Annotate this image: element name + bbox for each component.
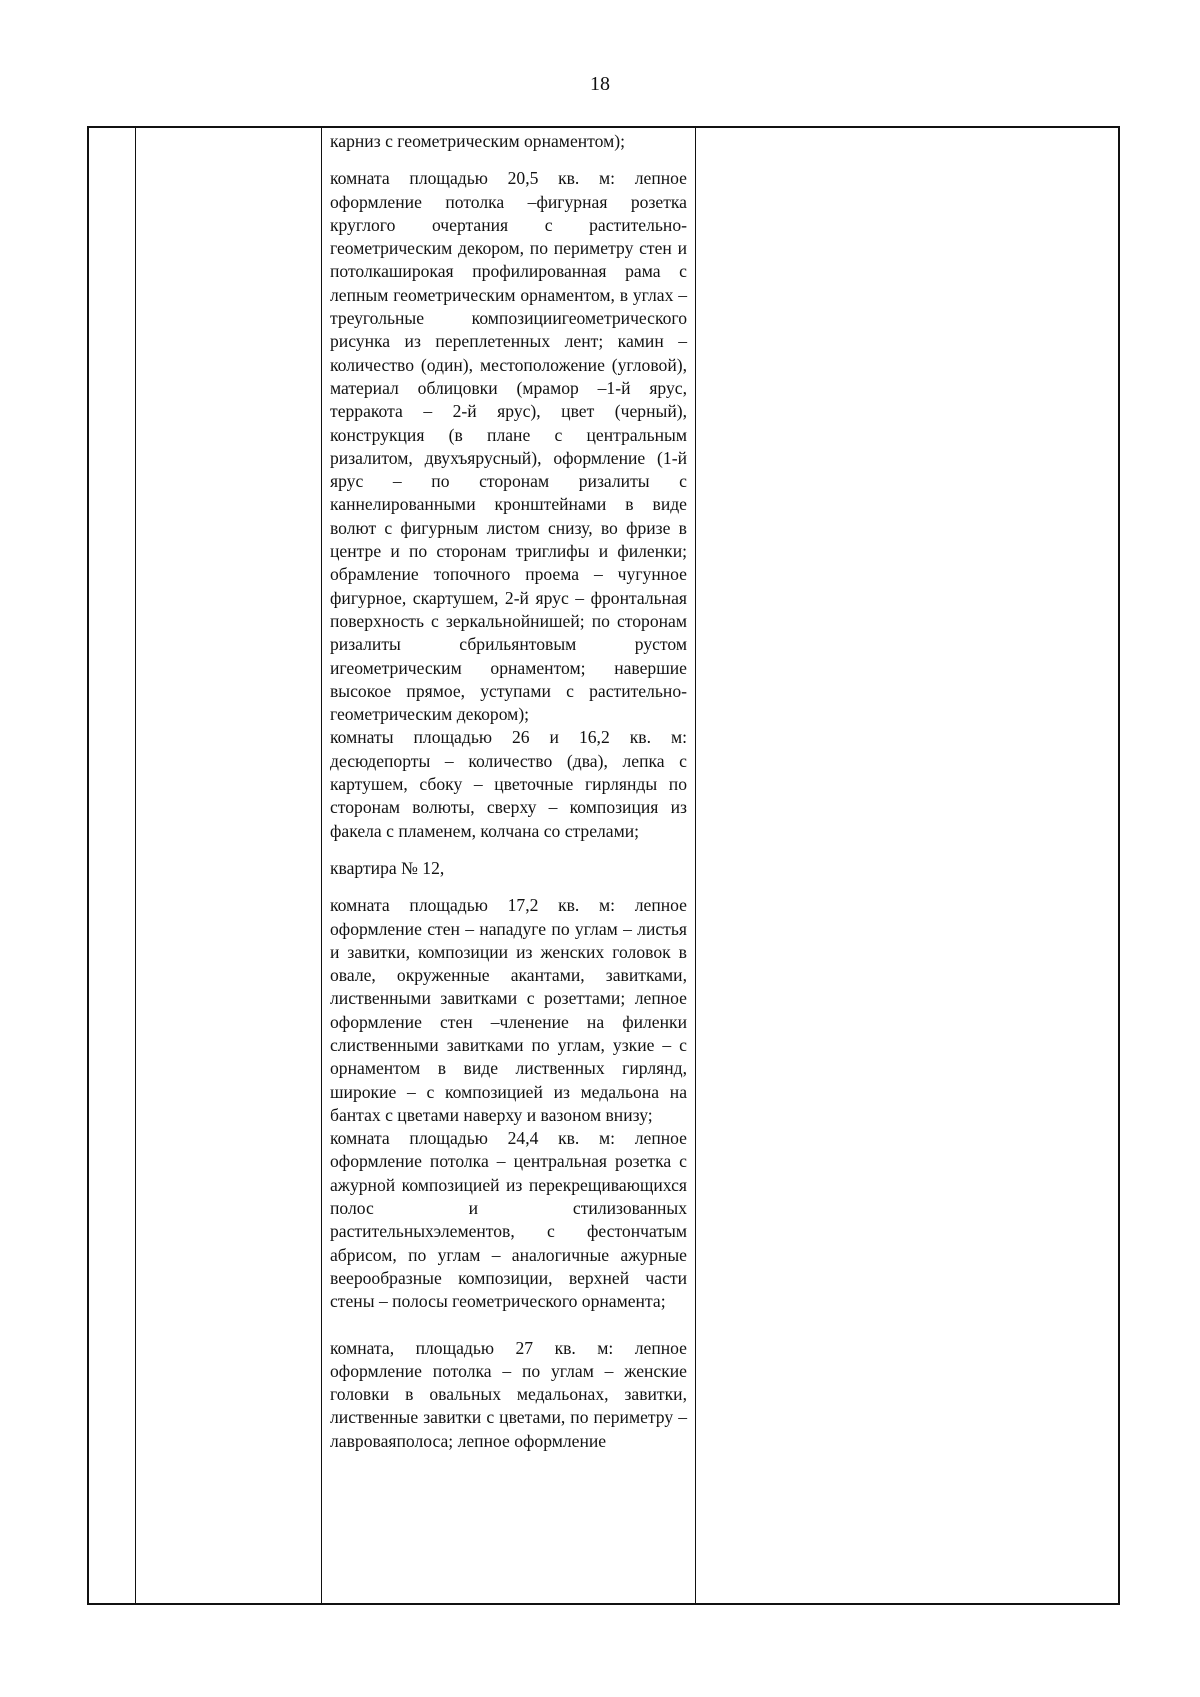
paragraph: комнаты площадью 26 и 16,2 кв. м: десюдепорты – количество (два), лепка с картушем, сбоку – цветочные гирлянды по сторонам волюты, сверху – композиция из факела с пламенем, колчана со стрелами;	[330, 727, 687, 841]
page-number: 18	[590, 73, 610, 95]
column-divider	[135, 128, 136, 1603]
description-column	[330, 128, 687, 1453]
paragraph: карниз с геометрическим орнаментом);	[330, 131, 625, 151]
paragraph: квартира № 12,	[330, 857, 445, 878]
paragraph: комната площадью 17,2 кв. м: лепное оформление стен – нападуге по углам – листья и завитки, композиции из женских головок в овале, окруженные акантами, завитками, лиственными завитками с розеттами; лепное оформление стен –членение на филенки слиственными завитками по углам, узкие – с орнаментом в виде лиственных гирлянд, широкие – с композицией из медальона на бантах с цветами наверху и вазоном внизу;	[330, 895, 687, 1125]
paragraph: комната, площадью 27 кв. м: лепное оформление потолка – по углам – женские головки в овальных медальонах, завитки, лиственные завитки с цветами, по периметру – лавроваяполоса; лепное оформление	[330, 1337, 687, 1451]
column-divider	[321, 128, 322, 1603]
document-table	[87, 126, 1120, 1605]
column-divider	[695, 128, 696, 1603]
paragraph: комната площадью 20,5 кв. м: лепное оформление потолка –фигурная розетка круглого очертания с растительно-геометрическим декором, по периметру стен и потолкаширокая профилированная рама с лепным геометрическим орнаментом, в углах – треугольные композициигеометрического рисунка из переплетенных лент; камин – количество (один), местоположение (угловой), материал облицовки (мрамор –1-й ярус, терракота – 2-й ярус), цвет (черный), конструкция (в плане с центральным ризалитом, двухъярусный), оформление (1-й ярус – по сторонам ризалиты с каннелированными кронштейнами в виде волют с фигурным листом снизу, во фризе в центре и по сторонам триглифы и филенки; обрамление топочного проема – чугунное фигурное, скартушем, 2-й ярус – фронтальная поверхность с зеркальнойнишей; по сторонам ризалиты сбрильянтовым рустом игеометрическим орнаментом; навершие высокое прямое, уступами с растительно-геометрическим декором);	[330, 168, 687, 725]
paragraph: комната площадью 24,4 кв. м: лепное оформление потолка – центральная розетка с ажурной композицией из перекрещивающихся полос и стилизованных растительныхэлементов, с фестончатым абрисом, по углам – аналогичные ажурные веерообразные композиции, верхней части стены – полосы геометрического орнамента;	[330, 1128, 687, 1312]
